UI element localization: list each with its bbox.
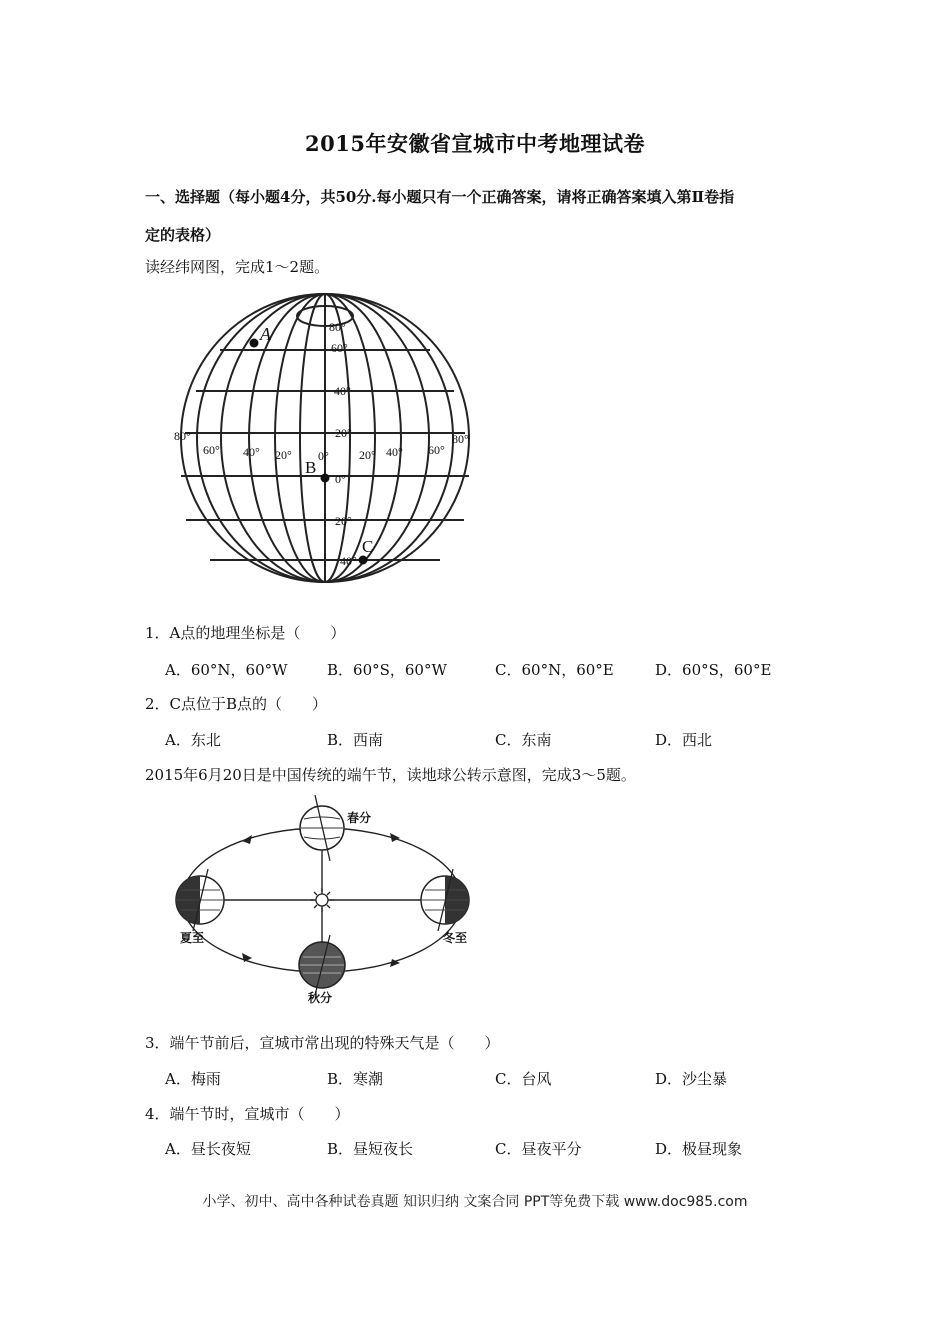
- question-2-stem: 2．C点位于B点的（ ）: [145, 695, 328, 713]
- lat-label: 0°: [335, 472, 346, 486]
- option-c: C．东南: [495, 731, 552, 749]
- globe-figure: [170, 288, 480, 588]
- lon-label-center: 0°: [318, 449, 329, 463]
- option-c: C．昼夜平分: [495, 1140, 582, 1158]
- option-d: D．极昼现象: [655, 1140, 743, 1158]
- point-a-label: A: [260, 324, 271, 344]
- lat-label: 60°: [331, 341, 348, 355]
- earth-autumn: [299, 935, 345, 995]
- footer-link[interactable]: 小学、初中、高中各种试卷真题 知识归纳 文案合同 PPT等免费下载 www.doc985.com: [202, 1194, 748, 1210]
- section-heading-line2: 定的表格）: [145, 226, 221, 244]
- lat-label: 20°: [335, 514, 352, 528]
- lon-label: 60°: [203, 443, 220, 457]
- lat-label: 40°: [340, 554, 357, 568]
- sun-icon: [310, 888, 334, 912]
- option-a: A．东北: [165, 731, 221, 749]
- lon-label: 80°: [452, 432, 469, 446]
- question-4-options: [165, 1138, 805, 1160]
- question-3-options: [165, 1068, 805, 1090]
- option-b: B．昼短夜长: [327, 1140, 414, 1158]
- option-c: C．60°N，60°E: [495, 661, 614, 679]
- label-spring: 春分: [347, 811, 372, 825]
- lat-label: 20°: [335, 426, 352, 440]
- question-3-stem: 3．端午节前后，宣城市常出现的特殊天气是（ ）: [145, 1034, 500, 1052]
- earth-summer: [176, 869, 224, 931]
- intro-orbit: 2015年6月20日是中国传统的端午节，读地球公转示意图，完成3～5题。: [145, 766, 636, 784]
- intro-globe: 读经纬网图，完成1～2题。: [145, 258, 330, 276]
- lon-label: 40°: [386, 445, 403, 459]
- label-summer: 夏至: [180, 931, 205, 945]
- option-a: A．昼长夜短: [165, 1140, 251, 1158]
- option-a: A．60°N，60°W: [165, 661, 288, 679]
- option-a: A．梅雨: [165, 1070, 221, 1088]
- lon-label: 20°: [359, 448, 376, 462]
- orbit-figure: [160, 795, 490, 1005]
- option-c: C．台风: [495, 1070, 552, 1088]
- question-2-options: [165, 729, 805, 751]
- page-title: 2015年安徽省宣城市中考地理试卷: [305, 131, 645, 156]
- option-d: D．60°S，60°E: [655, 661, 772, 679]
- lon-label: 40°: [243, 445, 260, 459]
- earth-winter: [421, 869, 469, 931]
- label-autumn: 秋分: [308, 991, 333, 1005]
- label-winter: 冬至: [443, 931, 468, 945]
- point-b-label: B: [305, 458, 317, 477]
- point-c-marker: [359, 556, 368, 565]
- section-heading: [145, 178, 815, 254]
- orbit-arrow: [390, 833, 400, 842]
- question-4-stem: 4．端午节时，宣城市（ ）: [145, 1105, 350, 1123]
- section-heading-line1: 一、选择题（每小题4分，共50分.每小题只有一个正确答案，请将正确答案填入第Ⅱ卷指: [145, 188, 735, 206]
- option-b: B．60°S，60°W: [327, 661, 447, 679]
- option-b: B．西南: [327, 731, 384, 749]
- point-c-label: C: [362, 537, 374, 556]
- point-b-marker: [321, 474, 330, 483]
- lon-label: 80°: [174, 429, 191, 443]
- lon-label: 20°: [275, 448, 292, 462]
- point-a-marker: [250, 339, 259, 348]
- option-d: D．西北: [655, 731, 713, 749]
- lat-label: 40°: [334, 384, 351, 398]
- question-1-stem: 1．A点的地理坐标是（ ）: [145, 624, 346, 642]
- question-1-options: [165, 659, 805, 681]
- option-b: B．寒潮: [327, 1070, 384, 1088]
- lat-label: 80°: [329, 320, 346, 334]
- option-d: D．沙尘暴: [655, 1070, 728, 1088]
- lon-label: 60°: [428, 443, 445, 457]
